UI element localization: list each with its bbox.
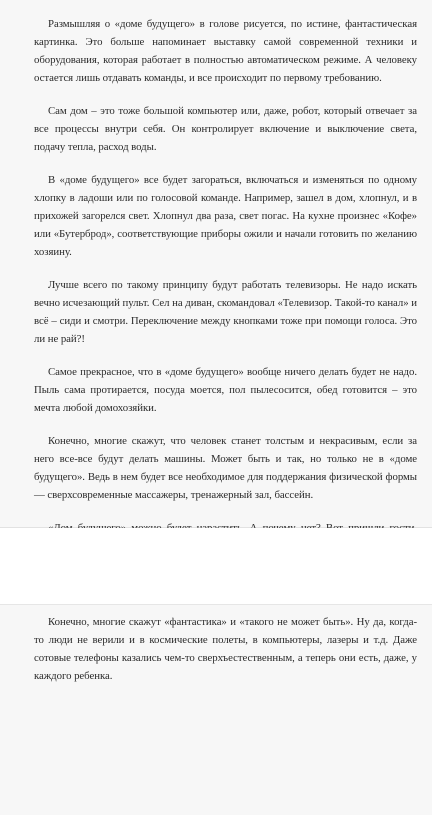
- paragraph: Сам дом – это тоже большой компьютер или, даже, робот, который отвечает за все процессы внутри себя. Он контролирует включение и выключение света, подачу тепла, расход воды.: [34, 105, 417, 153]
- paragraph: Самое прекрасное, что в «доме будущего» вообще ничего делать будет не надо. Пыль сама протирается, посуда моется, пол пылесосится, обед готовится – это мечта любой домохозяйки.: [34, 366, 417, 414]
- paragraph: Конечно, многие скажут, что человек станет толстым и некрасивым, если за него все-все будут делать машины. Может быть и так, но только не в «доме будущего». Ведь в нем будет все необходимое для поддержания физической формы — сверхсовременные массажеры, тренажерный зал, бассейн.: [34, 435, 417, 501]
- paragraph: Конечно, многие скажут «фантастика» и «такого не может быть». Ну да, когда-то люди не верили и в космические полеты, в компьютеры, лазеры и т.д. Даже сотовые телефоны казались чем-то сверхъестественным, а теперь они есть, даже, у каждого ребенка.: [34, 616, 417, 682]
- page-1-text: [34, 15, 417, 606]
- paragraph: Размышляя о «доме будущего» в голове рисуется, по истине, фантастическая картинка. Это больше напоминает выставку самой современной техники и оборудования, которая работает в полностью автоматическом режиме. А человеку остается лишь отдавать команды, и все происходит по первому требованию.: [34, 18, 417, 84]
- paragraph: В «доме будущего» все будет загораться, включаться и изменяться по одному хлопку в ладоши или по голосовой команде. Например, зашел в дом, хлопнул, и в прихожей загорелся свет. Хлопнул два раза, свет погас. На кухне произнес «Кофе» или «Бутерброд», соответствующие приборы ожили и начали готовить по желанию хозяину.: [34, 174, 417, 258]
- page-gap: [0, 528, 432, 604]
- paragraph: Лучше всего по такому принципу будут работать телевизоры. Не надо искать вечно исчезающий пульт. Сел на диван, скомандовал «Телевизор. Такой-то канал» и всё – сиди и смотри. Переключение между кнопками тоже при помощи голоса. Это ли не рай?!: [34, 279, 417, 345]
- document-page-2: [0, 604, 432, 815]
- page-2-text: [34, 613, 417, 700]
